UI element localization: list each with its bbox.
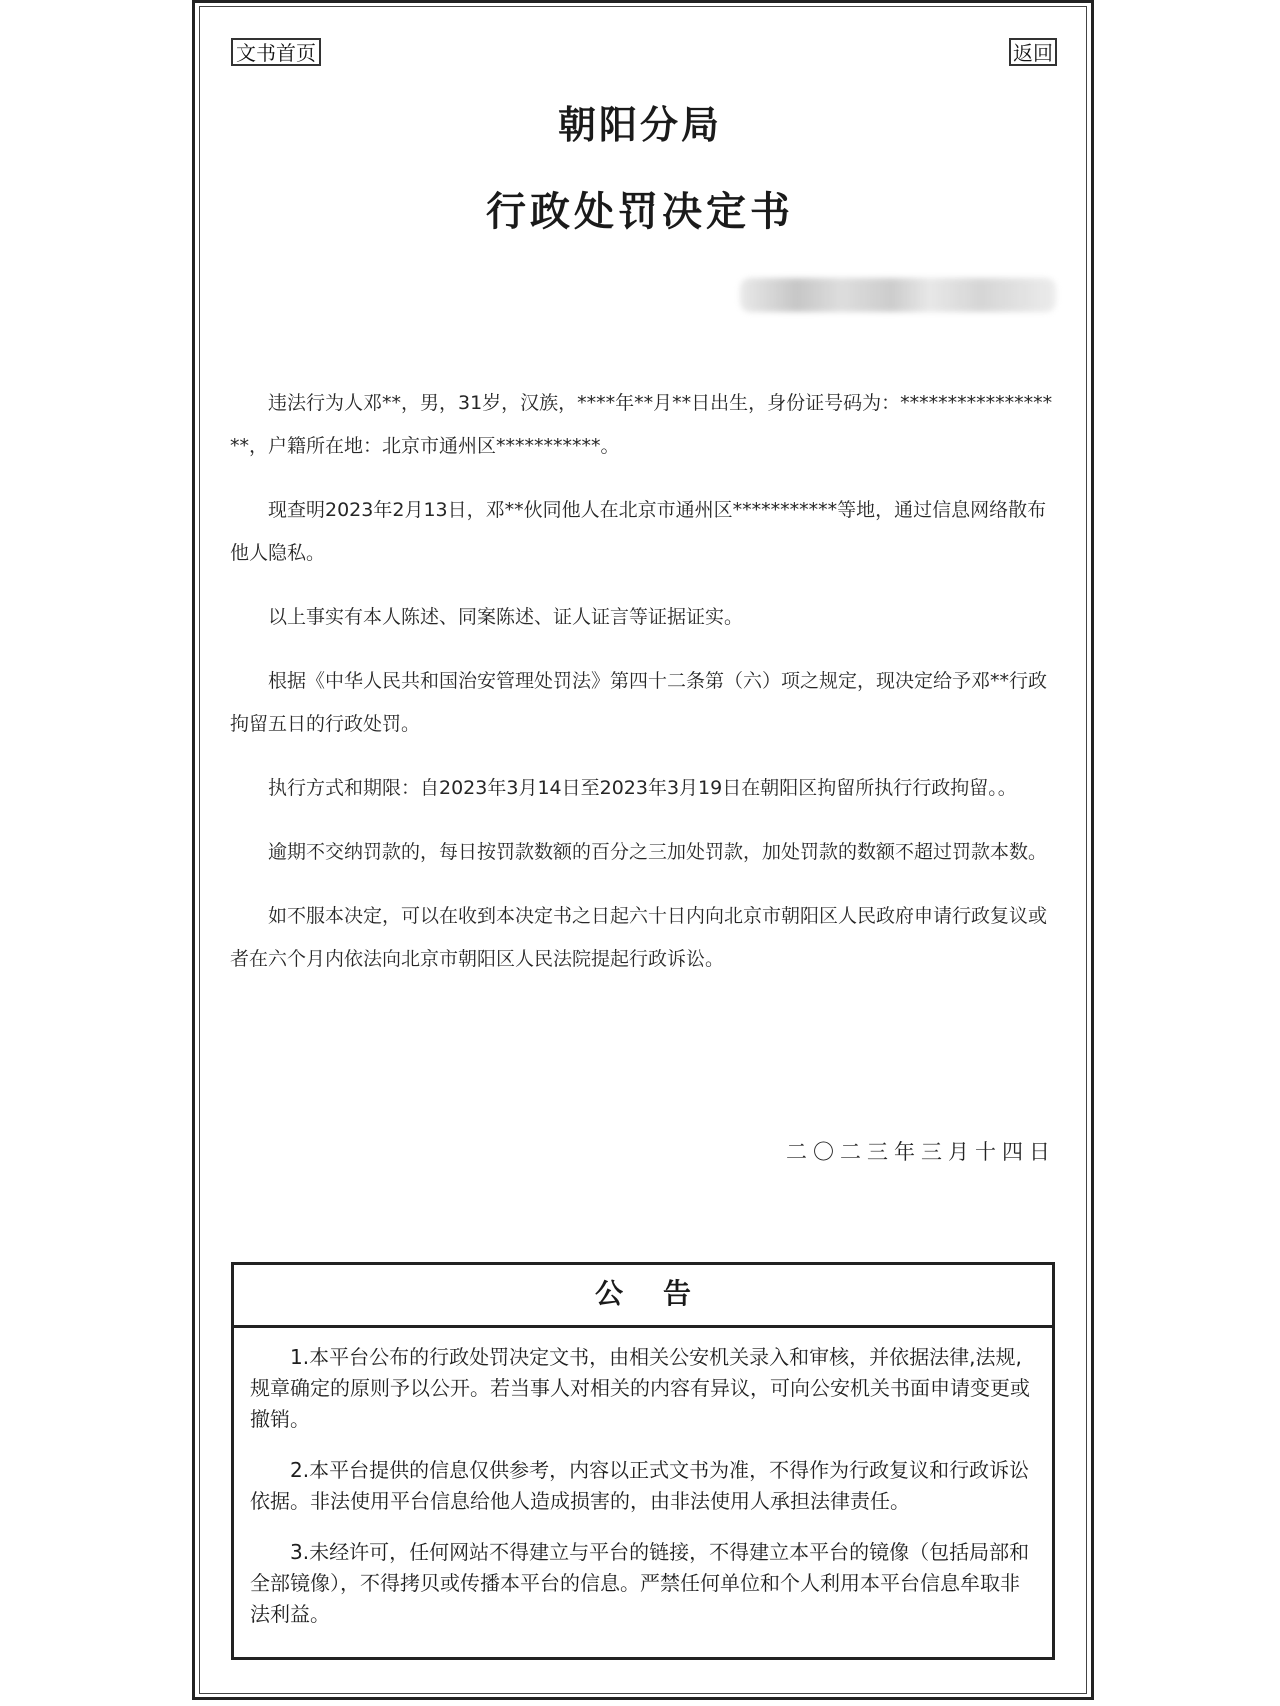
paragraph-evidence: 以上事实有本人陈述、同案陈述、证人证言等证据证实。	[268, 606, 744, 628]
paragraph-execution: 执行方式和期限：自2023年3月14日至2023年3月19日在朝阳区拘留所执行行政拘留。。	[268, 777, 1017, 799]
notice-body	[234, 1328, 1052, 1630]
decision-date: 二〇二三年三月十四日	[786, 1140, 1056, 1164]
back-button[interactable]: 返回	[1009, 38, 1057, 66]
paragraph-offender-info: 违法行为人邓**，男，31岁，汉族，****年**月**日出生，身份证号码为：******************，户籍所在地：北京市通州区***********。	[230, 392, 1053, 457]
document-title: 行政处罚决定书	[486, 188, 794, 235]
notice-item: 3.未经许可，任何网站不得建立与平台的链接，不得建立本平台的镜像（包括局部和全部镜像），不得拷贝或传播本平台的信息。严禁任何单位和个人利用本平台信息牟取非法利益。	[250, 1540, 1030, 1626]
notice-item: 1.本平台公布的行政处罚决定文书，由相关公安机关录入和审核，并依据法律,法规,规章确定的原则予以公开。若当事人对相关的内容有异议，可向公安机关书面申请变更或撤销。	[250, 1345, 1030, 1431]
paragraph-overdue-fine: 逾期不交纳罚款的，每日按罚款数额的百分之三加处罚款，加处罚款的数额不超过罚款本数。	[268, 841, 1048, 863]
issuing-authority-title: 朝阳分局	[557, 102, 722, 147]
document-number-redacted	[740, 278, 1056, 312]
document-home-button[interactable]: 文书首页	[231, 38, 321, 66]
decision-body	[230, 382, 1056, 1002]
paragraph-legal-basis: 根据《中华人民共和国治安管理处罚法》第四十二条第（六）项之规定，现决定给予邓**行政拘留五日的行政处罚。	[230, 670, 1048, 735]
notice-title: 公告	[234, 1265, 1052, 1328]
paragraph-appeal-rights: 如不服本决定，可以在收到本决定书之日起六十日内向北京市朝阳区人民政府申请行政复议或者在六个月内依法向北京市朝阳区人民法院提起行政诉讼。	[230, 905, 1048, 970]
notice-box	[231, 1262, 1055, 1660]
notice-item: 2.本平台提供的信息仅供参考，内容以正式文书为准，不得作为行政复议和行政诉讼依据。非法使用平台信息给他人造成损害的，由非法使用人承担法律责任。	[250, 1458, 1030, 1513]
paragraph-facts: 现查明2023年2月13日，邓**伙同他人在北京市通州区***********等地，通过信息网络散布他人隐私。	[230, 499, 1047, 564]
